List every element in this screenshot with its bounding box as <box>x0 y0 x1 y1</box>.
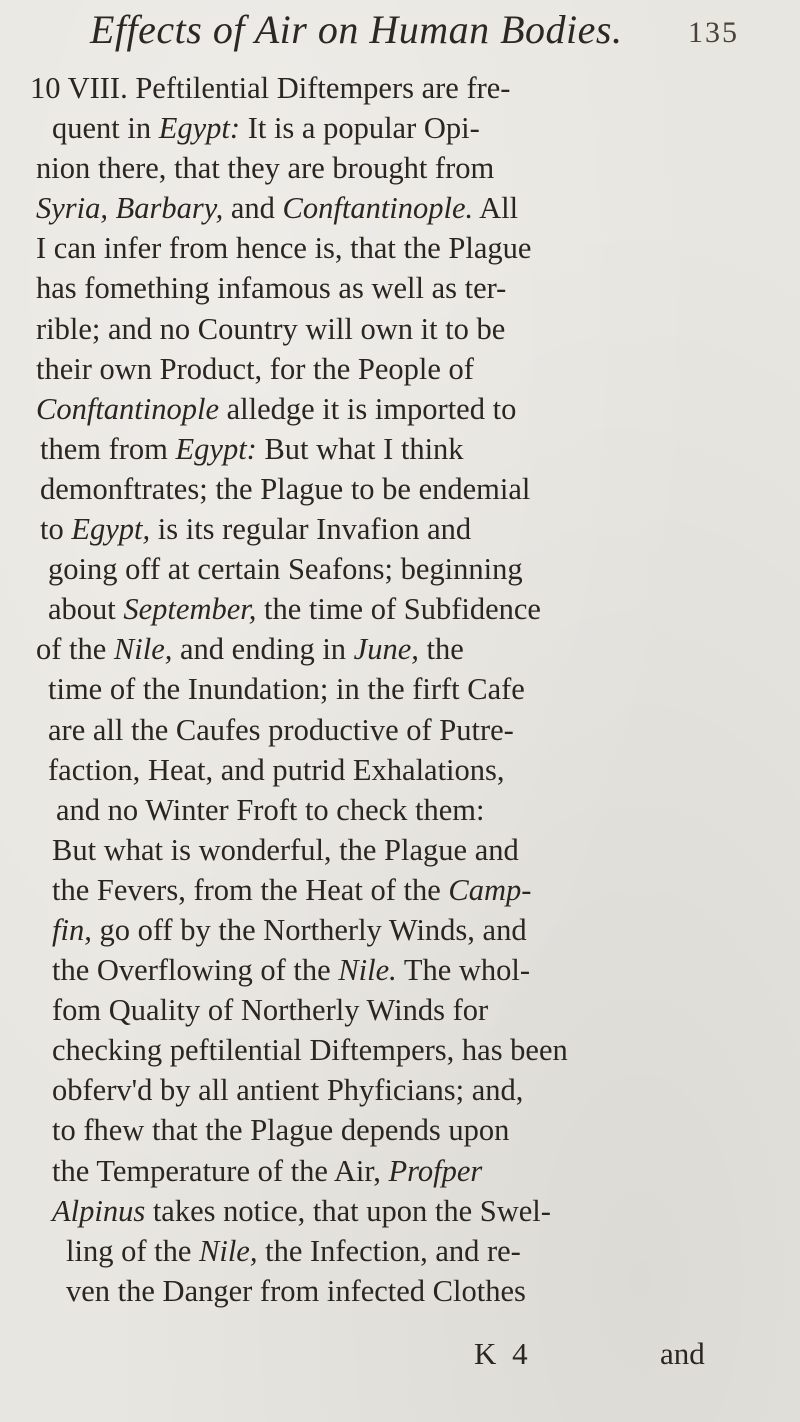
text-line <box>30 1110 770 1150</box>
text-span: the Temperature of the Air, <box>52 1153 389 1188</box>
text-span: to <box>40 512 72 547</box>
text-span: demonftrates; the Plague to be endemial <box>40 471 531 506</box>
text-line <box>30 830 770 870</box>
text-line <box>30 1070 770 1110</box>
text-span: and <box>223 191 283 226</box>
text-span-italic: Alpinus <box>52 1193 146 1228</box>
text-span: the time of Subfidence <box>256 592 541 627</box>
text-span: obferv'd by all antient Phyficians; and, <box>52 1073 524 1108</box>
text-span: the Fevers, from the Heat of the <box>52 872 449 907</box>
text-line <box>30 509 770 549</box>
text-span: quent in <box>52 111 159 146</box>
text-line <box>30 469 770 509</box>
text-span-italic: Egypt, <box>71 512 151 547</box>
text-span-italic: Conftantinople. <box>282 191 474 226</box>
text-span-italic: Nile, <box>113 632 173 667</box>
text-span-italic: Conftantinople <box>36 391 219 426</box>
text-span: I can infer from hence is, that the Plague <box>36 231 532 266</box>
text-span: But what is wonderful, the Plague and <box>52 832 519 867</box>
text-span-italic: Nile, <box>199 1233 258 1268</box>
text-line <box>30 1151 770 1191</box>
text-line <box>30 870 770 910</box>
text-line <box>30 68 770 108</box>
text-span-italic: June, <box>353 632 419 667</box>
body-text <box>30 68 770 1311</box>
text-span-italic: fin, <box>52 912 92 947</box>
text-span: time of the Inundation; in the firft Cafe <box>48 672 525 707</box>
text-line <box>30 990 770 1030</box>
text-span: 10 VIII. Peftilential Diftempers are fre- <box>30 71 511 105</box>
text-line <box>30 790 770 830</box>
text-span: and no Winter Froft to check them: <box>56 792 485 827</box>
text-span: The whol- <box>396 953 531 988</box>
text-line <box>30 629 770 669</box>
running-title: Effects of Air on Human Bodies. <box>90 7 623 52</box>
text-line <box>30 1231 770 1271</box>
catchword: and <box>660 1336 705 1371</box>
text-line <box>30 950 770 990</box>
text-span-italic: Syria, Barbary, <box>36 191 224 226</box>
text-span: them from <box>40 431 176 466</box>
text-line <box>30 1030 770 1070</box>
text-line <box>30 309 770 349</box>
text-span: is its regular Invafion and <box>150 512 472 547</box>
text-line <box>30 148 770 188</box>
text-span: It is a popular Opi- <box>240 111 480 146</box>
text-line <box>30 669 770 709</box>
text-span: rible; and no Country will own it to be <box>36 311 506 346</box>
footer-row <box>0 1336 800 1376</box>
text-line <box>30 389 770 429</box>
text-line <box>30 1271 770 1311</box>
text-line <box>30 750 770 790</box>
text-span: checking peftilential Diftempers, has been <box>52 1033 568 1068</box>
text-span: are all the Caufes productive of Putre- <box>48 712 514 747</box>
signature-mark: K 4 <box>474 1336 532 1371</box>
text-span-italic: Egypt: <box>175 431 257 466</box>
page-number: 135 <box>688 16 739 49</box>
text-span: about <box>48 592 124 627</box>
text-span: go off by the Northerly Winds, and <box>91 912 527 947</box>
text-span-italic: Camp- <box>448 872 532 907</box>
text-line <box>30 188 770 228</box>
text-line <box>30 429 770 469</box>
text-span-italic: Nile. <box>338 953 397 988</box>
text-span: ven the Danger from infected Clothes <box>66 1273 526 1308</box>
text-span: the Overflowing of the <box>52 953 339 988</box>
text-span: and ending in <box>172 632 354 667</box>
text-line <box>30 589 770 629</box>
text-line <box>30 228 770 268</box>
text-span: nion there, that they are brought from <box>36 151 495 186</box>
text-span: But what I think <box>256 431 464 466</box>
text-line <box>30 710 770 750</box>
text-span-italic: Profper <box>388 1153 483 1188</box>
text-span-italic: Egypt: <box>158 111 241 146</box>
text-span: of the <box>36 632 114 667</box>
text-span: has fomething infamous as well as ter- <box>36 271 507 306</box>
text-span: fom Quality of Northerly Winds for <box>52 993 489 1028</box>
text-span: the <box>418 632 464 667</box>
text-span-italic: September, <box>123 592 257 627</box>
running-head <box>90 6 790 64</box>
text-line <box>30 349 770 389</box>
text-span: to fhew that the Plague depends upon <box>52 1113 510 1148</box>
text-line <box>30 1191 770 1231</box>
text-span: takes notice, that upon the Swel- <box>145 1193 551 1228</box>
text-span: the Infection, and re- <box>257 1233 521 1268</box>
text-span: going off at certain Seafons; beginning <box>48 552 523 587</box>
text-line <box>30 549 770 589</box>
text-line <box>30 108 770 148</box>
text-span: faction, Heat, and putrid Exhalations, <box>48 752 505 787</box>
text-line <box>30 268 770 308</box>
text-span: alledge it is imported to <box>219 391 517 426</box>
text-line <box>30 910 770 950</box>
text-span: ling of the <box>66 1233 199 1268</box>
text-span: All <box>473 191 519 226</box>
text-span: their own Product, for the People of <box>36 351 474 386</box>
